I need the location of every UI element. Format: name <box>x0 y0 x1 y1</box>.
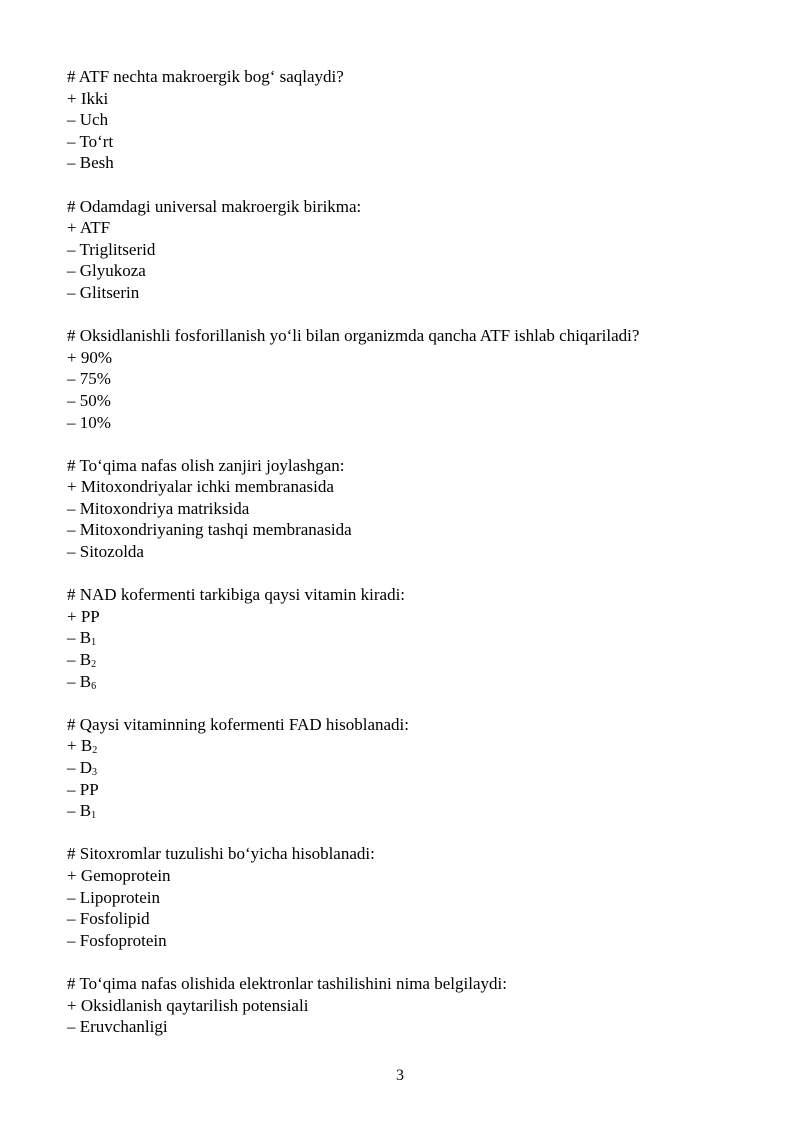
answer-text: – B <box>67 801 92 821</box>
question-text: # ATF nechta makroergik bog‘ saqlaydi? <box>67 67 344 86</box>
answer-option <box>67 671 747 693</box>
question-text: # Odamdagi universal makroergik birikma: <box>67 196 362 216</box>
answer-option <box>67 865 747 887</box>
answer-text: – 50% <box>67 390 111 410</box>
answer-text: – To‘rt <box>67 131 114 151</box>
answer-text: – Eruvchanligi <box>67 1017 168 1037</box>
question-text: # To‘qima nafas olishida elektronlar tashilishini nima belgilaydi: <box>67 973 507 993</box>
answer-option <box>67 217 747 239</box>
answer-option <box>67 757 747 779</box>
answer-text: + B <box>67 736 93 756</box>
answer-option <box>67 476 747 498</box>
answer-text: – Sitozolda <box>67 542 144 562</box>
answer-option <box>67 131 747 153</box>
answer-option <box>67 152 747 174</box>
answer-subscript: 6 <box>91 680 97 692</box>
question-block <box>67 714 747 822</box>
answer-option <box>67 282 747 304</box>
answer-option <box>67 390 747 412</box>
question-text: # Oksidlanishli fosforillanish yo‘li bilan organizmda qancha ATF ishlab chiqariladi? <box>67 326 640 346</box>
question-block <box>67 455 747 563</box>
question-block <box>67 584 747 692</box>
answer-text: – Fosfolipid <box>67 909 150 929</box>
answer-option <box>67 260 747 282</box>
answer-option <box>67 800 747 822</box>
answer-option <box>67 519 747 541</box>
question-block <box>67 325 747 433</box>
answer-text: – Lipoprotein <box>67 887 161 907</box>
answer-text: – 10% <box>67 412 111 432</box>
answer-text: – PP <box>67 779 99 799</box>
answer-option <box>67 88 747 110</box>
answer-option <box>67 735 747 757</box>
question-block <box>67 66 747 174</box>
answer-option <box>67 606 747 628</box>
answer-text: – Uch <box>67 110 109 130</box>
answer-text: + PP <box>67 606 100 626</box>
answer-text: + Mitoxondriyalar ichki membranasida <box>67 477 334 497</box>
page-number: 3 <box>396 1067 404 1084</box>
answer-text: – B <box>67 671 92 691</box>
answer-text: – Triglitserid <box>67 239 156 259</box>
answer-text: – B <box>67 650 92 670</box>
answer-option <box>67 541 747 563</box>
question-text: # NAD kofermenti tarkibiga qaysi vitamin kiradi: <box>67 585 406 605</box>
answer-subscript: 2 <box>91 659 97 671</box>
answer-option <box>67 649 747 671</box>
question-text: # To‘qima nafas olish zanjiri joylashgan: <box>67 455 345 475</box>
question-block <box>67 843 747 951</box>
answer-option <box>67 239 747 261</box>
answer-text: + Oksidlanish qaytarilish potensiali <box>67 995 309 1015</box>
answer-text: + 90% <box>67 347 112 367</box>
answer-text: + Gemoprotein <box>67 865 171 885</box>
question-block <box>67 973 747 1038</box>
question-text: # Qaysi vitaminning kofermenti FAD hisoblanadi: <box>67 714 410 734</box>
answer-subscript: 2 <box>92 745 98 757</box>
answer-text: – Glyukoza <box>67 261 146 281</box>
answer-text: – 75% <box>67 369 111 389</box>
question-block <box>67 196 747 304</box>
answer-option <box>67 779 747 801</box>
answer-text: – Mitoxondriya matriksida <box>67 498 250 518</box>
answer-option <box>67 887 747 909</box>
answer-text: – Glitserin <box>67 282 140 302</box>
question-text: # Sitoxromlar tuzulishi bo‘yicha hisoblanadi: <box>67 844 375 864</box>
answer-option <box>67 930 747 952</box>
answer-text: – B <box>67 628 92 648</box>
answer-option <box>67 347 747 369</box>
answer-option <box>67 412 747 434</box>
answer-option <box>67 368 747 390</box>
answer-text: – Besh <box>67 153 114 173</box>
answer-text: – Mitoxondriyaning tashqi membranasida <box>67 520 352 540</box>
answer-text: – Fosfoprotein <box>67 930 167 950</box>
answer-text: + ATF <box>67 218 111 238</box>
answer-option <box>67 109 747 131</box>
answer-subscript: 3 <box>92 767 98 778</box>
answer-option <box>67 627 747 649</box>
answer-option <box>67 995 747 1017</box>
answer-option <box>67 908 747 930</box>
answer-option <box>67 1016 747 1038</box>
answer-text: – D <box>67 758 93 777</box>
answer-option <box>67 498 747 520</box>
answer-subscript: 1 <box>91 810 97 822</box>
answer-subscript: 1 <box>91 637 97 649</box>
answer-text: + Ikki <box>67 88 109 108</box>
document-body <box>67 66 747 1059</box>
